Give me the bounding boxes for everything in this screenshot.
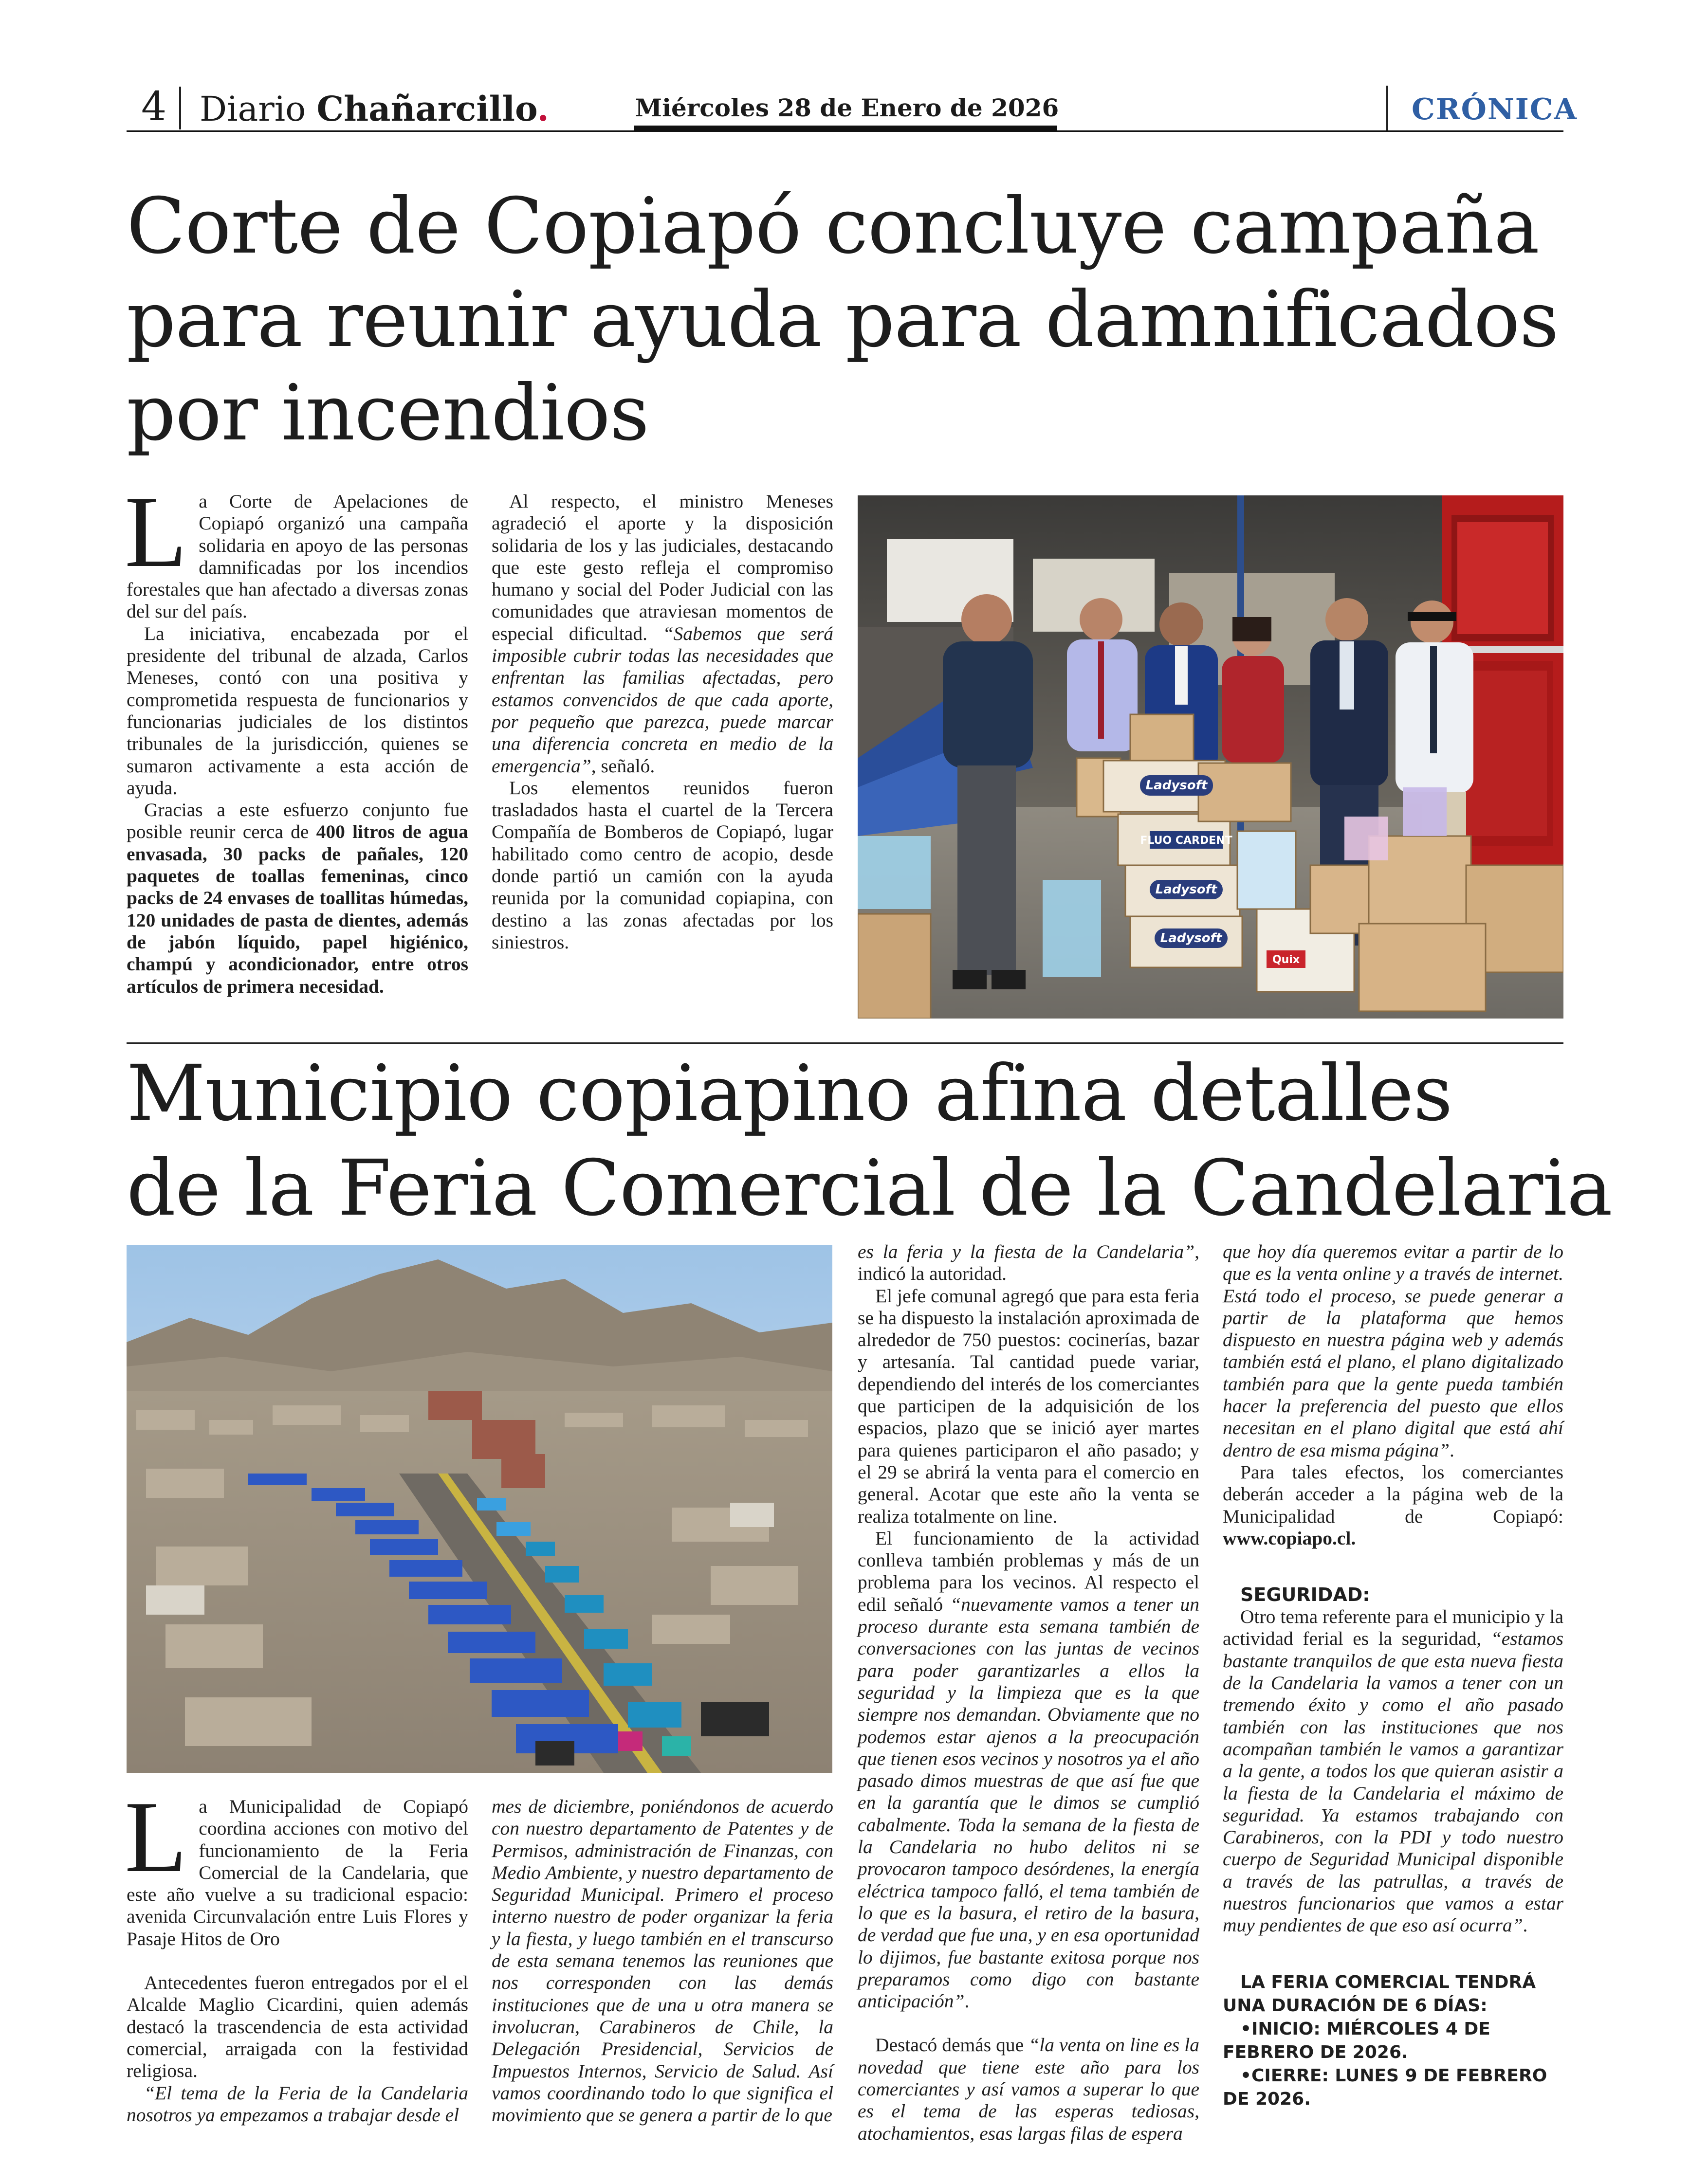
article2-paragraph8: Otro tema referente para el municipio y la actividad ferial es la seguridad, “estamos bastante tranquilos de que esta nueva fiesta de la Candelaria la vamos a tener con un tremendo éxito y como el año pasado también con las instituciones que nos acompañan también le vamos a garantizar a la gente, a todos los que quieran asistir a la fiesta de la Candelaria el máximo de seguridad. Ya estamos trabajando con Carabineros, con la PDI y todo nuestro cuerpo de Seguridad Municipal disponible a través de las patrullas, a través de nuestros funcionarios que vamos a estar muy pendientes de que eso así ocurra”.	[1223, 1606, 1563, 1936]
article1-supplies-list: 400 litros de agua envasada, 30 packs de pañales, 120 paquetes de toallas femeninas, cinco packs de 24 envases de toallitas húmedas, 120 unidades de pasta de dientes, además de jabón líquido, papel higiénico, champú y acondicionador, entre otros artículos de primera necesidad.	[127, 821, 469, 997]
article2-column1	[125, 1781, 468, 2126]
article2-column2	[492, 1796, 833, 2126]
fair-aerial-photo-illustration	[127, 1245, 832, 1773]
article1-column2	[492, 491, 833, 953]
article1-paragraph3: Gracias a este esfuerzo conjunto fue posible reunir cerca de 400 litros de agua envasada, 30 packs de pañales, 120 paquetes de toallas femeninas, cinco packs de 24 envases de toallitas húmedas, 120 unidades de pasta de dientes, además de jabón líquido, papel higiénico, champú y acondicionador, entre otros artículos de primera necesidad.	[127, 799, 469, 997]
article2-headline-line2: de la Feria Comercial de la Candelaria	[127, 1144, 1612, 1233]
article1-headline-line3: por incendios	[127, 368, 649, 458]
donations-photo-illustration	[858, 495, 1563, 1019]
article2-drop-cap: L	[125, 1781, 187, 1893]
article2-mayor-quote: mes de diciembre, poniéndonos de acuerdo con nuestro departamento de Patentes y de Permisos, administración de Finanzas, con Medio Ambiente, y nuestro departamento de Seguridad Municipal. Primero el proceso interno nuestro de poder organizar la feria y la fiesta, y luego también en el transcurso de esta semana tenemos las reuniones que nos corresponden con las demás instituciones que de una u otra manera se involucran, Carabineros de Chile, la Delegación Presidencial, Servicios de Impuestos Internos, Servicio de Salud. Así vamos coordinando todo lo que significa el movimiento que se genera a partir de lo que	[492, 1796, 833, 2126]
box-label: Quix	[1272, 954, 1300, 966]
article2-online-quote: “la venta on line es la novedad que tiene este año para los comerciantes y así vamos a superar lo que es el tema de las esperas tediosas, atochamientos, esas largas filas de espera	[858, 2034, 1199, 2144]
article2-online-quote: que hoy día queremos evitar a partir de lo que es la venta online y a través de internet. Está todo el proceso, se puede generar a partir de la plataforma que hemos dispuesto en nuestra página web y además también está el plano, el plano digitalizado también para que la gente pueda también hacer la preferencia del puesto que ellos necesitan en el plano digital que está ahí dentro de esa misma página”	[1223, 1241, 1563, 1461]
box-label: Ladysoft	[1145, 778, 1208, 793]
article2-paragraph4: El jefe comunal agregó que para esta feria se ha dispuesto la instalación aproximada de alrededor de 750 puestos: cocinerías, bazar y artesanía. Tal cantidad puede variar, dependiendo del interés de los comerciantes que participen de la adquisición de los espacios, plazo que se inició ayer martes para quienes participaron el año pasado; y el 29 se abrirá la venta para el comercio en general. Acotar que este año la venta se realiza totalmente on line.	[858, 1285, 1200, 1527]
article2-headline-line1: Municipio copiapino afina detalles	[127, 1049, 1452, 1138]
article2-security-quote: “estamos bastante tranquilos de que esta nueva fiesta de la Candelaria la vamos a tener con un tremendo éxito y como el año pasado también con las instituciones que nos acompañan también le vamos a garantizar a la gente, a todos los que quieran asistir a la fiesta de la Candelaria el máximo de seguridad. Ya estamos trabajando con Carabineros, con la PDI y todo nuestro cuerpo de Seguridad Municipal disponible a través de las patrullas, a través de nuestros funcionarios que vamos a estar muy pendientes de que eso así ocurra”	[1223, 1628, 1563, 1936]
article2-paragraph3: es la feria y la fiesta de la Candelaria”, indicó la autoridad.	[858, 1241, 1199, 1285]
article1-paragraph2: La iniciativa, encabezada por el presidente del tribunal de alzada, Carlos Meneses, contó con una positiva y comprometida respuesta de funcionarios y funcionarias judiciales de los distintos tribunales de la jurisdicción, quienes se sumaron activamente a esta acción de ayuda.	[127, 622, 468, 799]
article2-paragraph6: que hoy día queremos evitar a partir de lo que es la venta online y a través de internet. Está todo el proceso, se puede generar a partir de la plataforma que hemos dispuesto en nuestra página web y además también está el plano, el plano digitalizado también para que la gente pueda también hacer la preferencia del puesto que ellos necesitan en el plano digital que está ahí dentro de esa misma página”.	[1223, 1241, 1563, 1461]
page-number: 4	[141, 84, 167, 130]
fair-start-date: •INICIO: MIÉRCOLES 4 DE FEBRERO DE 2026.	[1223, 2019, 1490, 2062]
article2-column4	[1223, 1241, 1563, 2111]
article2-paragraph3	[492, 1796, 833, 2126]
municipal-website: www.copiapo.cl.	[1223, 1527, 1356, 1549]
box-label: Ladysoft	[1160, 931, 1222, 946]
donations-photo	[858, 495, 1563, 1019]
article1-headline-line2: para reunir ayuda para damnificados	[127, 275, 1559, 364]
section-label: CRÓNICA	[1412, 92, 1578, 127]
article2-paragraph6: Destacó demás que “la venta on line es la novedad que tiene este año para los comerciantes y así vamos a superar lo que es el tema de las esperas tediosas, atochamientos, esas largas filas de espera	[858, 2034, 1199, 2144]
box-label: FLUO CARDENT	[1140, 835, 1232, 847]
header-rule	[127, 130, 1563, 132]
article1-headline-line1: Corte de Copiapó concluye campaña	[127, 182, 1539, 271]
security-heading: SEGURIDAD:	[1240, 1584, 1370, 1606]
newspaper-name-regular: Diario	[200, 89, 317, 129]
fair-end-date: •CIERRE: LUNES 9 DE FEBRERO DE 2026.	[1223, 2065, 1547, 2109]
article1-drop-cap: L	[125, 475, 187, 588]
article1-paragraph4: Al respecto, el ministro Meneses agradeció el aporte y la disposición solidaria de los y las judiciales, destacando que este gesto refleja el compromiso humano y social del Poder Judicial con las comunidades que atraviesan momentos de especial dificultad. “Sabemos que será imposible cubrir todas las necesidades que enfrentan las familias afectadas, pero estamos convencidos de que cada aporte, por pequeño que parezca, puede marcar una diferencia concreta en medio de la emergencia”, señaló.	[492, 491, 833, 777]
newspaper-name-bold: Chañarcillo	[316, 89, 537, 129]
article1-paragraph1: La Corte de Apelaciones de Copiapó organizó una campaña solidaria en apoyo de las personas damnificadas por los incendios forestales que han afectado a diversas zonas del sur del país.	[125, 475, 468, 622]
article2-neighbors-quote: “nuevamente vamos a tener un proceso durante esta semana también de conversaciones con las juntas de vecinos para poder garantizarles a ellos la seguridad y la limpieza que es la que siempre nos demandan. Obviamente que no podemos estar ajenos a la preocupación que tienen esos vecinos y nosotros ya el año pasado dimos muestras de que así fue que en la garantía que le dimos se cumplió cabalmente. Toda la semana de la fiesta de la Candelaria no hubo delitos ni se provocaron tampoco desórdenes, la energía eléctrica tampoco falló, el tema también de lo que es la basura, el retiro de la basura, de verdad que fue una, y en esa oportunidad lo dijimos, fue bastante exitosa porque nos preparamos como digo con bastante anticipación”	[858, 1593, 1199, 2012]
article2-paragraph3	[127, 2082, 468, 2127]
header-divider	[179, 87, 181, 129]
box-label: Ladysoft	[1155, 882, 1217, 897]
issue-date: Miércoles 28 de Enero de 2026	[635, 93, 1059, 122]
fair-aerial-photo	[127, 1245, 832, 1773]
article2-paragraph1: La Municipalidad de Copiapó coordina acciones con motivo del funcionamiento de la Feria Comercial de la Candelaria, que este año vuelve a su tradicional espacio: avenida Circunvalación entre Luis Flores y Pasaje Hitos de Oro	[125, 1781, 468, 1949]
article2-paragraph7: Para tales efectos, los comerciantes deberán acceder a la página web de la Municipalidad de Copiapó: www.copiapo.cl.	[1223, 1461, 1563, 1549]
article2-paragraph5: El funcionamiento de la actividad conlleva también problemas y más de un problema para los vecinos. Al respecto el edil señaló “nuevamente vamos a tener un proceso durante esta semana también de conversaciones con las juntas de vecinos para poder garantizarles a ellos la seguridad y la limpieza que es la que siempre nos demandan. Obviamente que no podemos estar ajenos a la preocupación que tienen esos vecinos y nosotros ya el año pasado dimos muestras de que así fue que en la garantía que le dimos se cumplió cabalmente. Toda la semana de la fiesta de la Candelaria no hubo delitos ni se provocaron tampoco desórdenes, la energía eléctrica tampoco falló, el tema también de lo que es la basura, el retiro de la basura, de verdad que fue una, y en esa oportunidad lo dijimos, fue bastante exitosa porque nos preparamos como digo con bastante anticipación”.	[858, 1527, 1199, 2012]
article2-column3	[858, 1241, 1199, 2145]
article1-column1	[125, 475, 469, 998]
section-divider	[1386, 86, 1388, 130]
newspaper-name	[200, 86, 549, 132]
fair-duration-heading: LA FERIA COMERCIAL TENDRÁ UNA DURACIÓN DE 6 DÍAS:	[1223, 1972, 1536, 2016]
article1-quote: “Sabemos que será imposible cubrir todas las necesidades que enfrentan las familias afectadas, pero estamos convencidos de que cada aporte, por pequeño que parezca, puede marcar una diferencia concreta en medio de la emergencia”	[492, 622, 833, 777]
newspaper-name-dot: .	[537, 89, 549, 129]
article2-mayor-quote: “El tema de la Feria de la Candelaria nosotros ya empezamos a trabajar desde el	[127, 2082, 468, 2126]
article-separator	[127, 1042, 1563, 1044]
article2-mayor-quote: es la feria y la fiesta de la Candelaria”	[858, 1241, 1195, 1262]
article2-paragraph2: Antecedentes fueron entregados por el el Alcalde Maglio Cicardini, quien además destacó la trascendencia de esta actividad comercial, arraigada con la festividad religiosa.	[127, 1972, 468, 2082]
article1-paragraph5: Los elementos reunidos fueron trasladados hasta el cuartel de la Tercera Compañía de Bomberos de Copiapó, lugar habilitado como centro de acopio, desde donde partió un camión con la ayuda reunida por la comunidad copiapina, con destino a las zonas afectadas por los siniestros.	[492, 777, 833, 953]
